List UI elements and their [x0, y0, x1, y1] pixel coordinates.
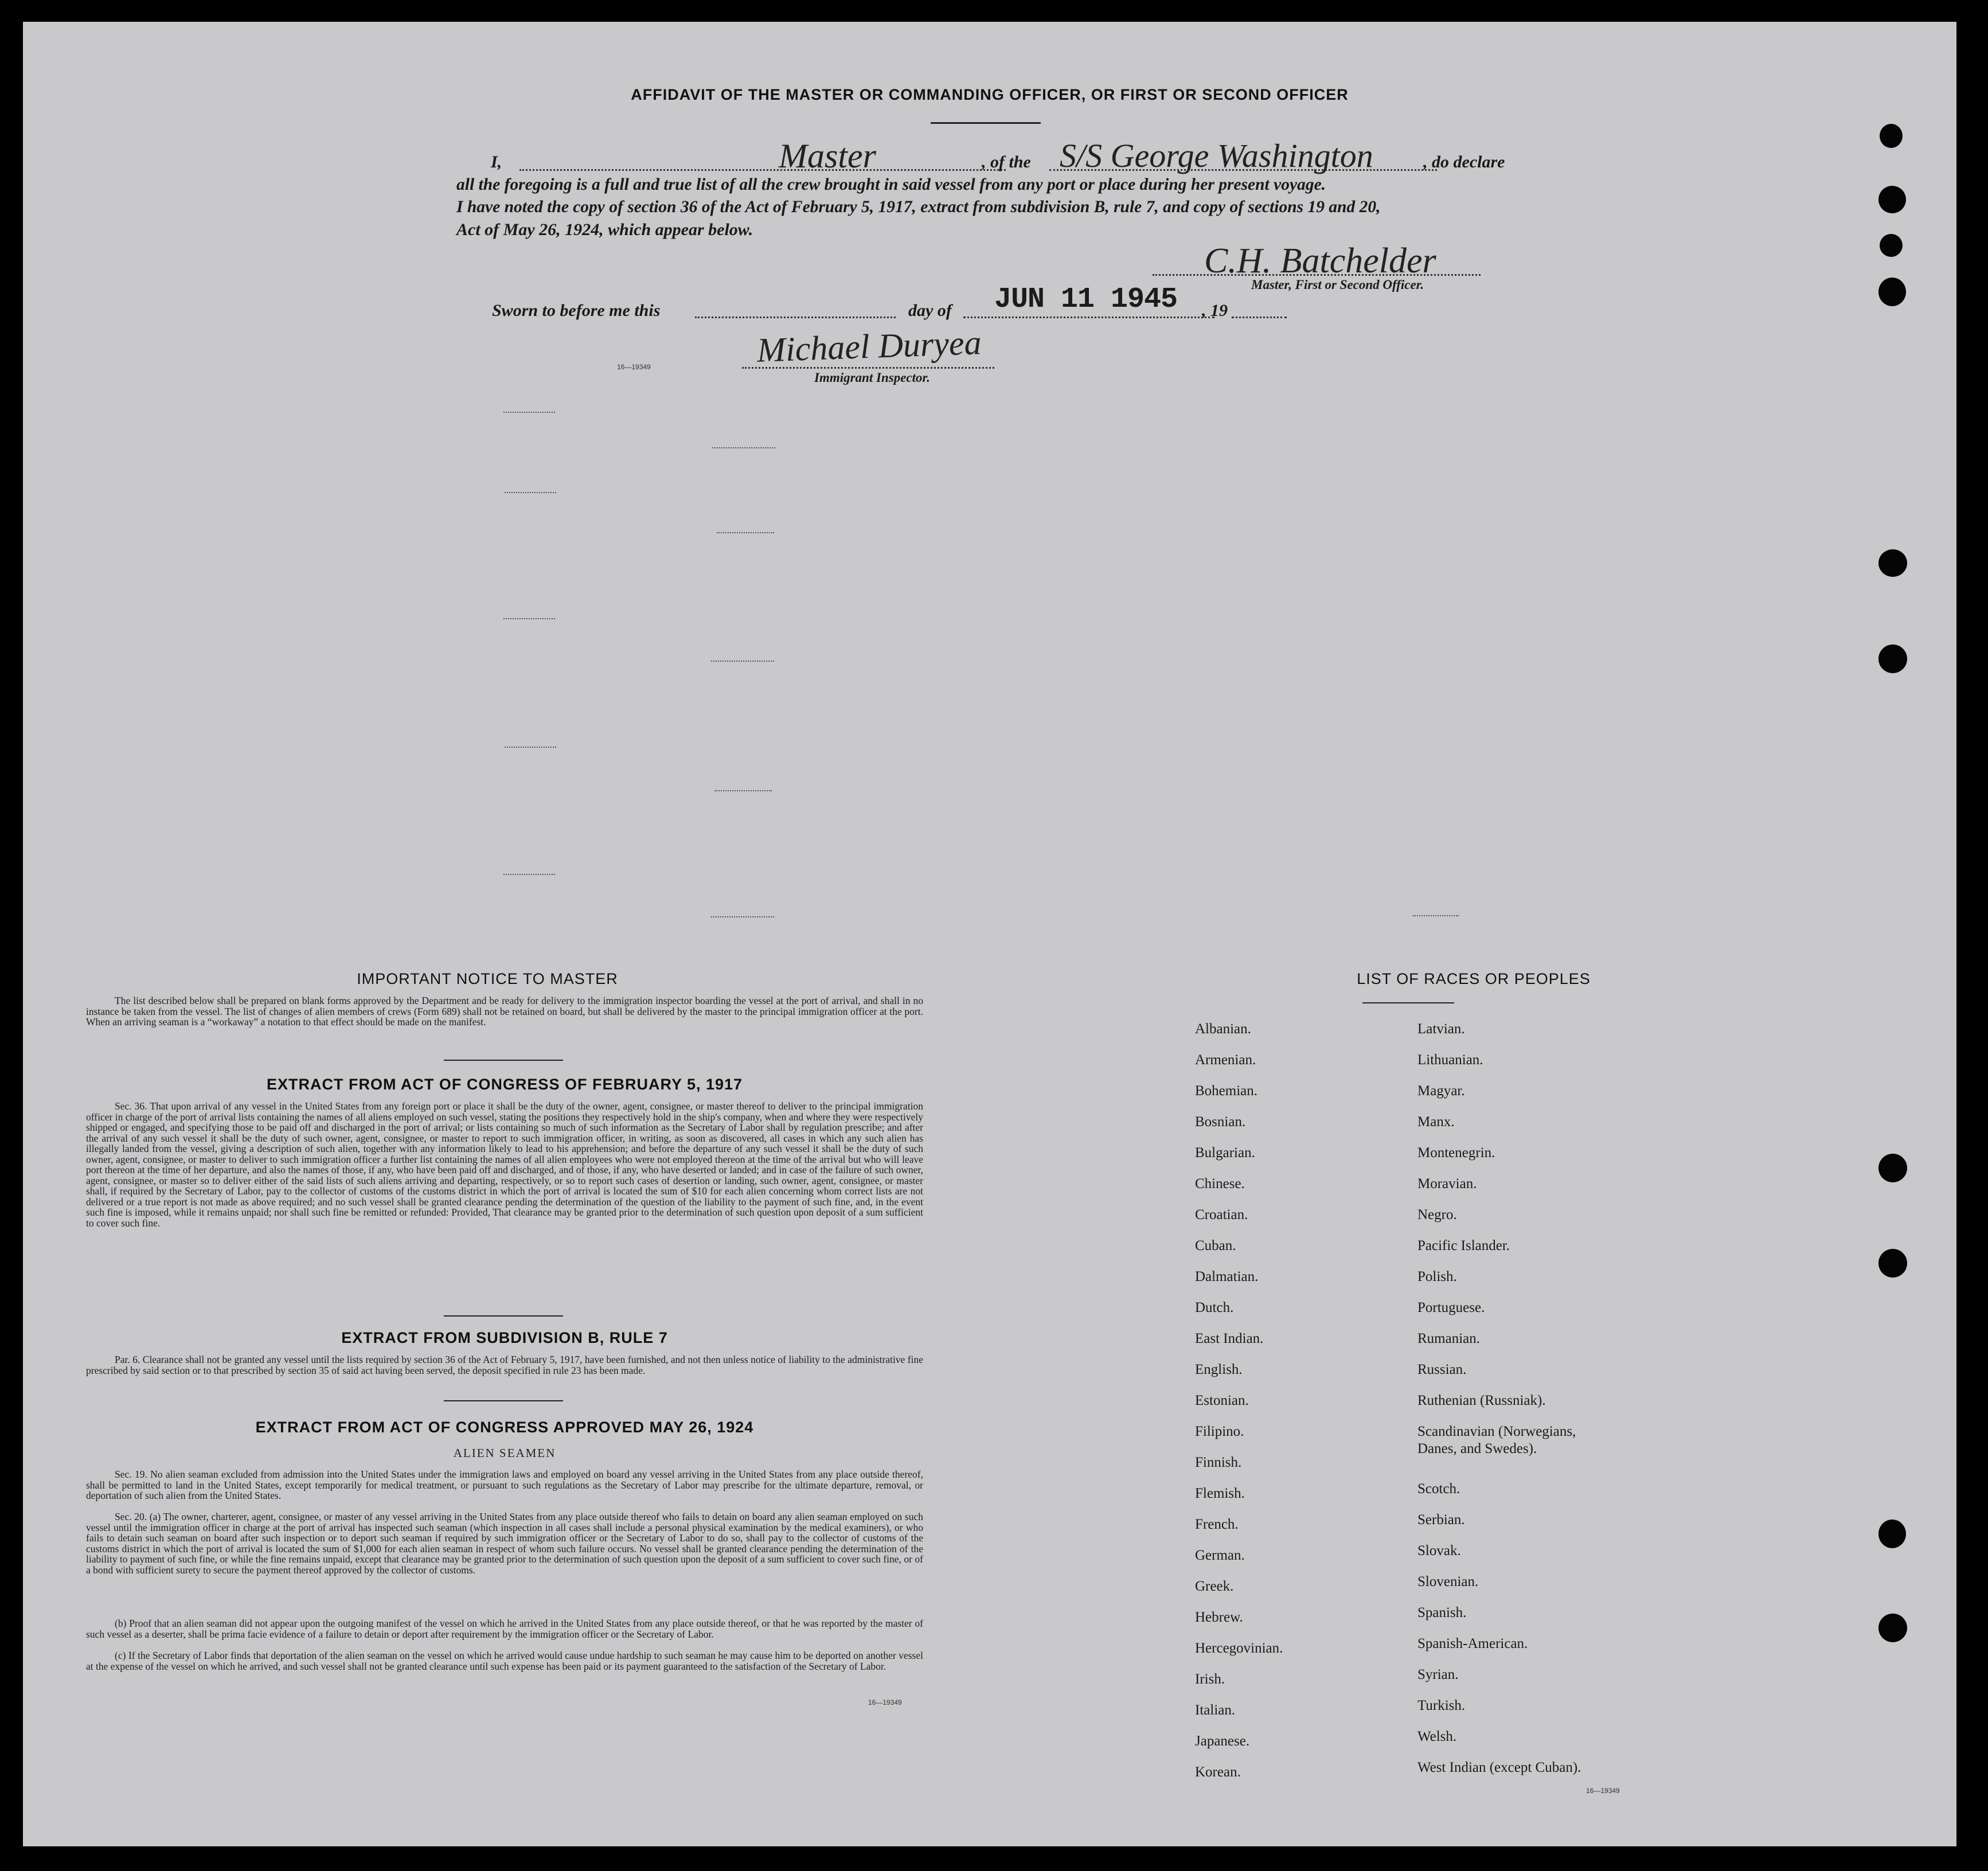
punch-hole	[1878, 278, 1906, 306]
race-item: Korean.	[1195, 1764, 1241, 1780]
extract-form-number: 16—19349	[868, 1698, 902, 1706]
affidavit-line-4: Act of May 26, 1924, which appear below.	[456, 220, 753, 239]
punch-hole	[1878, 549, 1907, 577]
affidavit-title: AFFIDAVIT OF THE MASTER OR COMMANDING OFFICER, OR FIRST OR SECOND OFFICER	[631, 86, 1349, 103]
race-item: Russian.	[1417, 1362, 1467, 1377]
year-line	[1232, 317, 1287, 318]
race-item: German.	[1195, 1548, 1245, 1563]
race-item: Polish.	[1417, 1269, 1457, 1284]
sec20c-text: (c) If the Secretary of Labor finds that deportation of the alien seaman on the vessel on which he arrived would cause undue hardship to such seaman he may cause him to be deported on another vessel at the expense of the vessel on which he arrived, and such vessel shall not be granted clearance until such expense has been paid or its payment guaranteed to the satisfaction of the Secretary of Labor.	[86, 1650, 923, 1672]
race-item: Croatian.	[1195, 1207, 1248, 1222]
year-prefix: , 19	[1202, 301, 1228, 320]
race-item: Italian.	[1195, 1702, 1236, 1718]
sec20a-text: Sec. 20. (a) The owner, charterer, agent, consignee, or master of any vessel arriving in the United States from any place outside thereof who fails to detain on board any alien seaman employed on such vessel until the immigration officer in charge at the port of arrival has inspected such seaman (which inspection in all cases shall include a personal physical examination by the medical examiners), or who fails to detain such seaman on board after such inspection or to deport such seaman if required by such immigration officer or the Secretary of Labor to do so, shall pay to the collector of customs of the customs district in which the port of arrival is located the sum of $1,000 for each alien seaman in respect of whom such failure occurs. No vessel shall be granted clearance pending the determination of the liability to payment of such fine, or while the fine remains unpaid, except that clearance may be granted prior to the determination of such question upon the deposit of a sum sufficient to cover such fine, or of a bond with sufficient surety to secure the payment thereof approved by the collector of customs.	[86, 1511, 923, 1576]
blank-entry-mark	[717, 532, 774, 533]
race-item: Slovenian.	[1417, 1574, 1479, 1589]
race-item: Hebrew.	[1195, 1610, 1243, 1625]
race-item: Cuban.	[1195, 1238, 1236, 1253]
race-item: West Indian (except Cuban).	[1417, 1760, 1581, 1775]
race-item: Spanish-American.	[1417, 1636, 1528, 1651]
races-title: LIST OF RACES OR PEOPLES	[1357, 970, 1591, 987]
blank-entry-mark	[714, 790, 772, 791]
punch-hole	[1878, 645, 1907, 673]
extract-1917-divider	[444, 1315, 563, 1317]
race-item: Negro.	[1417, 1207, 1457, 1222]
affidavit-lead: I,	[491, 153, 502, 171]
blank-entry-mark	[505, 747, 556, 748]
blank-entry-mark	[503, 618, 555, 619]
blank-entry-mark	[1413, 915, 1459, 916]
race-item: Dutch.	[1195, 1300, 1234, 1315]
rule7-divider	[444, 1400, 563, 1401]
race-item: Latvian.	[1417, 1021, 1465, 1037]
affidavit-line-3: I have noted the copy of section 36 of the Act of February 5, 1917, extract from subdivision B, rule 7, and copy of sections 19 and 20,	[456, 198, 1381, 216]
race-item: East Indian.	[1195, 1331, 1264, 1346]
punch-hole	[1878, 1520, 1906, 1548]
officer-caption: Master, First or Second Officer.	[1251, 278, 1424, 292]
race-item: English.	[1195, 1362, 1243, 1377]
sworn-label: Sworn to before me this	[492, 301, 661, 320]
race-item: Filipino.	[1195, 1424, 1244, 1439]
of-the-label: , of the	[982, 153, 1031, 171]
sworn-month-line	[963, 317, 1214, 318]
extract-1924-title: EXTRACT FROM ACT OF CONGRESS APPROVED MAY 26, 1924	[255, 1419, 754, 1436]
punch-hole	[1878, 1154, 1907, 1182]
extract-1924-subtitle: ALIEN SEAMEN	[453, 1446, 556, 1460]
race-item: Montenegrin.	[1417, 1145, 1495, 1161]
races-form-number: 16—19349	[1586, 1787, 1620, 1795]
blank-entry-mark	[503, 874, 555, 875]
do-declare-label: , do declare	[1423, 153, 1505, 171]
race-item: Albanian.	[1195, 1021, 1251, 1037]
punch-hole	[1878, 1249, 1907, 1278]
race-item: Slovak.	[1417, 1543, 1461, 1558]
race-item: Finnish.	[1195, 1455, 1242, 1470]
notice-divider	[444, 1060, 563, 1061]
race-item: Scotch.	[1417, 1481, 1460, 1497]
blank-entry-mark	[711, 661, 774, 662]
race-item: Serbian.	[1417, 1512, 1465, 1528]
race-item: Turkish.	[1417, 1698, 1466, 1713]
inspector-caption: Immigrant Inspector.	[814, 370, 930, 385]
race-item: Bohemian.	[1195, 1083, 1258, 1099]
race-item: Bosnian.	[1195, 1114, 1246, 1130]
race-item: Dalmatian.	[1195, 1269, 1259, 1284]
races-right-column	[1417, 1021, 1693, 1790]
signer-role-line	[520, 169, 1006, 171]
race-item: Rumanian.	[1417, 1331, 1481, 1346]
race-item: Portuguese.	[1417, 1300, 1485, 1315]
race-item: Magyar.	[1417, 1083, 1465, 1099]
punch-hole	[1878, 186, 1906, 213]
race-item: Bulgarian.	[1195, 1145, 1255, 1161]
race-item: Hercegovinian.	[1195, 1640, 1283, 1656]
punch-hole	[1878, 1614, 1907, 1642]
race-item: Lithuanian.	[1417, 1052, 1483, 1068]
race-item: Japanese.	[1195, 1733, 1250, 1749]
date-stamp: JUN 11 1945	[994, 283, 1178, 316]
sec19-text: Sec. 19. No alien seaman excluded from admission into the United States under the immigration laws and employed on board any vessel arriving in the United States from any place outside thereof, shall be permitted to land in the United States, except temporarily for medical treatment, or pursuant to such regulations as the Secretary of Labor may prescribe for the ultimate departure, removal, or deportation of such alien from the United States.	[86, 1468, 923, 1501]
race-item: Scandinavian (Norwegians, Danes, and Swedes).	[1417, 1424, 1576, 1456]
extract-1917-text: Sec. 36. That upon arrival of any vessel in the United States from any foreign port or place it shall be the duty of the owner, agent, consignee, or master thereof to deliver to the principal immigration officer in charge of the port of arrival lists containing the names of all aliens employed on such vessel, stating the positions they respectively hold in the ship's company, when and where they were respectively shipped or engaged, and specifying those to be paid off and discharged in the port of arrival; or lists containing so much of such information as the Secretary of Labor shall by regulation prescribe; and after the arrival of any such vessel it shall be the duty of such owner, agent, consignee, or master to report to such immigration officer, in writing, as soon as discovered, all cases in which any such alien has illegally landed from the vessel, giving a description of such alien, together with any information likely to lead to his apprehension; and before the departure of any such vessel it shall be the duty of such owner, agent, consignee, or master to deliver to such immigration officer a further list containing the names of all alien employees who were not employed thereon at the time of the arrival but who will leave port thereon at the time of her departure, and also the names of those, if any, who have been paid off and discharged, and of those, if any, who have deserted or landed; and in case of the failure of such owner, agent, consignee, or master so to deliver either of the said lists of such aliens arriving and departing, respectively, or so to report such cases of desertion or landing, such owner, agent, consignee, or master shall, if required by the Secretary of Labor, pay to the collector of customs of the customs district in which the port of arrival is located the sum of $10 for each alien concerning whom correct lists are not delivered or a true report is not made as above required; and no such vessel shall be granted clearance pending the determination of the question of the liability to the payment of such fine, and, in the event such fine is imposed, while it remains unpaid; nor shall such fine be remitted or refunded: Provided, That clearance may be granted prior to the determination of such question upon deposit of a sum sufficient to cover such fine.	[86, 1100, 923, 1229]
blank-entry-mark	[712, 447, 775, 448]
sworn-day-line	[695, 317, 896, 318]
race-item: Spanish.	[1417, 1605, 1467, 1620]
inspector-signature-handwritten: Michael Duryea	[756, 323, 982, 369]
race-item: Estonian.	[1195, 1393, 1249, 1408]
extract-1917-title: EXTRACT FROM ACT OF CONGRESS OF FEBRUARY 5, 1917	[266, 1076, 743, 1093]
rule7-title: EXTRACT FROM SUBDIVISION B, RULE 7	[341, 1329, 668, 1346]
race-item: Irish.	[1195, 1671, 1225, 1687]
rule7-text: Par. 6. Clearance shall not be granted any vessel until the lists required by section 36 of the Act of February 5, 1917, have been furnished, and not then unless notice of liability to the administrative fine prescribed by said section or to that prescribed by section 35 of said act having been served, the deposit specified in rule 23 has been made.	[86, 1354, 923, 1376]
race-item: Armenian.	[1195, 1052, 1256, 1068]
document-page	[23, 22, 1956, 1846]
notice-title: IMPORTANT NOTICE TO MASTER	[357, 970, 618, 987]
sec20b-text: (b) Proof that an alien seaman did not appear upon the outgoing manifest of the vessel on which he arrived in the United States from any place outside thereof, or that he was reported by the master of such vessel as a deserter, shall be prima facie evidence of a failure to detain or deport after requirement by the immigration officer or the Secretary of Labor.	[86, 1618, 923, 1640]
punch-hole	[1880, 124, 1903, 148]
blank-entry-mark	[711, 916, 774, 917]
race-item: Moravian.	[1417, 1176, 1477, 1192]
race-item: Chinese.	[1195, 1176, 1245, 1192]
race-item: Flemish.	[1195, 1486, 1245, 1501]
race-item: Syrian.	[1417, 1667, 1459, 1682]
race-item: Manx.	[1417, 1114, 1455, 1130]
races-left-column	[1195, 1021, 1390, 1795]
races-divider	[1362, 1002, 1454, 1003]
affidavit-form-number: 16—19349	[617, 363, 651, 371]
race-item: Ruthenian (Russniak).	[1417, 1393, 1546, 1408]
blank-entry-mark	[505, 492, 556, 493]
signer-role-handwritten: Master	[779, 137, 876, 175]
blank-entry-mark	[503, 412, 555, 413]
punch-hole	[1880, 234, 1903, 257]
race-item: Pacific Islander.	[1417, 1238, 1510, 1253]
notice-text: The list described below shall be prepared on blank forms approved by the Department and be ready for delivery to the immigration inspector boarding the vessel at the port of arrival, and shall in no instance be taken from the vessel. The list of changes of alien members of crews (Form 689) shall not be retained on board, but shall be delivered by the master to the principal immigration officer at the port. When an arriving seaman is a “workaway” a notation to that effect should be made on the manifest.	[86, 995, 923, 1028]
day-of-label: day of	[908, 301, 952, 320]
affidavit-line-2: all the foregoing is a full and true list of all the crew brought in said vessel from any port or place during her present voyage.	[456, 175, 1326, 194]
race-item: Welsh.	[1417, 1729, 1457, 1744]
vessel-name-handwritten: S/S George Washington	[1060, 137, 1373, 174]
title-divider	[931, 122, 1041, 124]
race-item: French.	[1195, 1517, 1239, 1532]
officer-signature-handwritten: C.H. Batchelder	[1204, 241, 1436, 280]
race-item: Greek.	[1195, 1579, 1234, 1594]
